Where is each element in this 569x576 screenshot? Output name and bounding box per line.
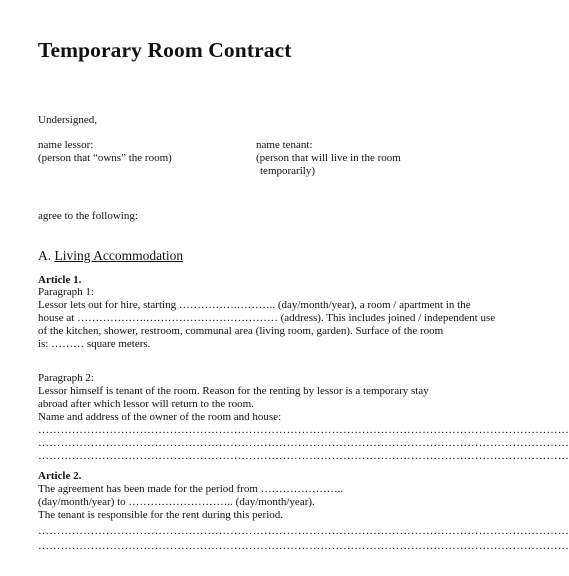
article1-paragraph1-label: Paragraph 1: <box>38 286 94 298</box>
tenant-label: name tenant: <box>256 139 313 151</box>
article2-dotted-line: …………………………………………………………………………………………………………………………… <box>38 540 569 552</box>
article1-p2-dotted-line: …………………………………………………………………………………………………………………………… <box>38 437 569 449</box>
article2-line: (day/month/year) to ……………………….. (day/month/year). <box>38 496 315 508</box>
agree-text: agree to the following: <box>38 210 138 222</box>
article1-p2-line: Lessor himself is tenant of the room. Reason for the renting by lessor is a temporary stay <box>38 385 429 397</box>
section-a-title: Living Accommodation <box>54 248 184 263</box>
article1-p2-line: abroad after which lessor will return to the room. <box>38 398 254 410</box>
article1-p2-line: Name and address of the owner of the room and house: <box>38 411 282 423</box>
tenant-note-line2: temporarily) <box>260 165 315 177</box>
article2-heading: Article 2. <box>38 470 82 482</box>
article2-line: The agreement has been made for the period from ………………….. <box>38 483 344 495</box>
article1-p2-dotted-line: …………………………………………………………………………………………………………………………… <box>38 450 569 462</box>
article1-p1-line: Lessor lets out for hire, starting …………….……….. (day/month/year), a room / apartment in the <box>38 299 471 311</box>
tenant-note-line1: (person that will live in the room <box>256 152 401 164</box>
section-a-letter: A. <box>38 248 52 263</box>
article2-line: The tenant is responsible for the rent during this period. <box>38 509 283 521</box>
undersigned-text: Undersigned, <box>38 114 97 126</box>
article1-heading: Article 1. <box>38 274 82 286</box>
lessor-label: name lessor: <box>38 139 94 151</box>
article1-p1-line: is: ……… square meters. <box>38 338 151 350</box>
article1-paragraph2-label: Paragraph 2: <box>38 372 94 384</box>
article1-p2-dotted-line: …………………………………………………………………………………………………………………………… <box>38 424 569 436</box>
article1-p1-line: house at ……………….……………………………… (address). This includes joined / independent use <box>38 312 496 324</box>
page-title: Temporary Room Contract <box>38 38 292 62</box>
article2-dotted-line: …………………………………………………………………………………………………………………………… <box>38 525 569 537</box>
article1-p1-line: of the kitchen, shower, restroom, communal area (living room, garden). Surface of the room <box>38 325 444 337</box>
section-a-heading <box>38 248 183 264</box>
lessor-note: (person that “owns” the room) <box>38 152 172 164</box>
